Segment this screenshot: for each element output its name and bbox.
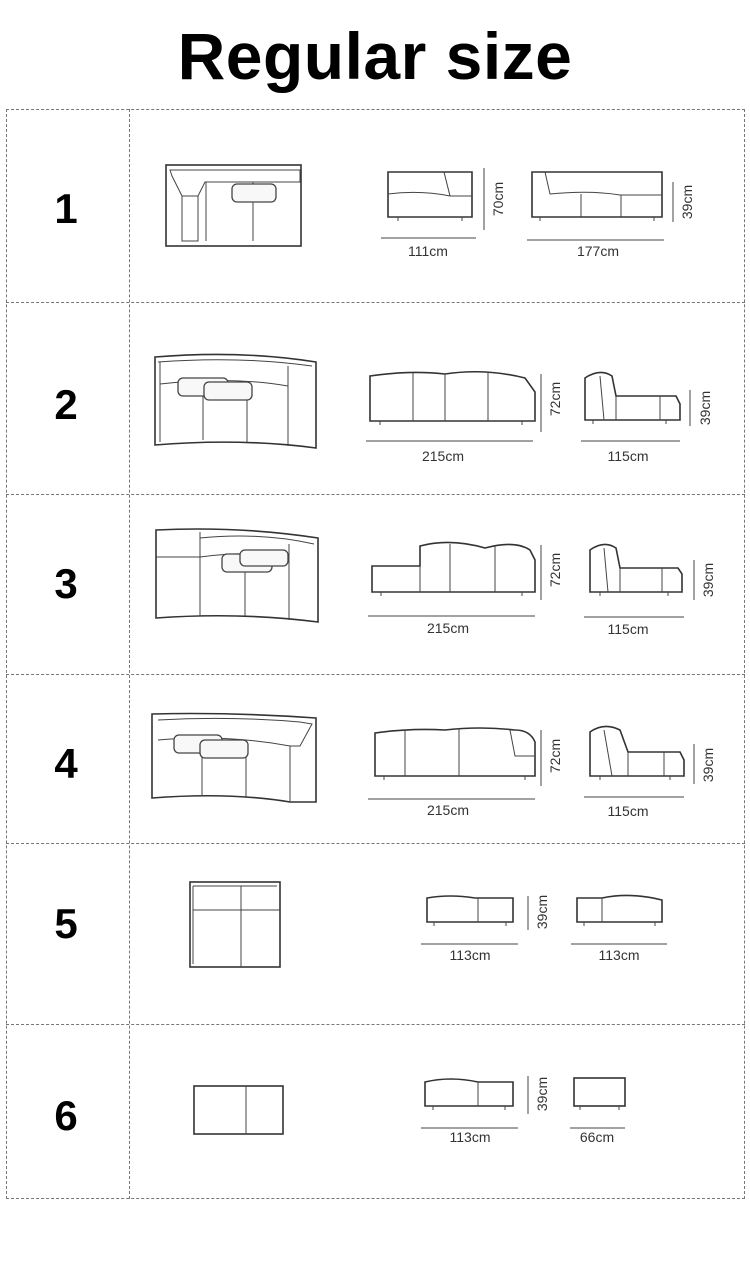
dim-label: 39cm (700, 747, 716, 783)
sofa-side-view-4 (584, 726, 716, 819)
dim-label: 72cm (547, 738, 563, 774)
row-number-2: 2 (54, 381, 78, 428)
dim-label: 113cm (449, 947, 491, 963)
dim-label: 115cm (607, 803, 649, 819)
dim-label: 66cm (579, 1129, 615, 1145)
dim-label: 215cm (421, 448, 465, 464)
dim-label: 70cm (490, 181, 506, 217)
dim-label: 177cm (576, 243, 620, 259)
dim-label: 215cm (426, 620, 470, 636)
sofa-top-view-2 (155, 354, 316, 448)
sofa-front-view-2a (366, 372, 563, 464)
dim-label: 215cm (426, 802, 470, 818)
dim-label: 115cm (607, 448, 649, 464)
sofa-front-view-3a (368, 542, 563, 636)
row-number-6: 6 (54, 1092, 78, 1139)
dim-label: 39cm (697, 390, 713, 426)
dim-label: 115cm (607, 621, 649, 637)
ottoman-front-view-5a (421, 895, 550, 963)
ottoman-front-view-5b (571, 895, 667, 963)
sofa-front-view-4a (368, 728, 563, 818)
dim-label: 39cm (534, 894, 550, 930)
page-title: Regular size (177, 19, 573, 93)
dim-label: 113cm (449, 1129, 491, 1145)
sofa-front-view-1b (527, 172, 695, 259)
sofa-top-view-3 (156, 529, 318, 622)
ottoman-top-view-5 (190, 882, 280, 967)
row-number-4: 4 (54, 740, 78, 787)
row-number-1: 1 (54, 185, 78, 232)
dim-label: 39cm (700, 562, 716, 598)
row-number-3: 3 (54, 560, 78, 607)
ottoman-front-view-6a (421, 1076, 550, 1145)
sofa-side-view-2 (581, 372, 713, 464)
ottoman-top-view-6 (194, 1086, 283, 1134)
row-number-5: 5 (54, 900, 78, 947)
dim-label: 72cm (547, 552, 563, 588)
dim-label: 72cm (547, 381, 563, 417)
dim-label: 113cm (598, 947, 640, 963)
sofa-top-view-1 (166, 165, 301, 246)
dim-label: 39cm (534, 1076, 550, 1112)
sofa-front-view-1a (381, 168, 506, 259)
dim-label: 111cm (408, 243, 448, 259)
sofa-top-view-4 (152, 714, 316, 803)
ottoman-front-view-6b (570, 1078, 625, 1145)
dim-label: 39cm (679, 184, 695, 220)
sofa-side-view-3 (584, 544, 716, 637)
